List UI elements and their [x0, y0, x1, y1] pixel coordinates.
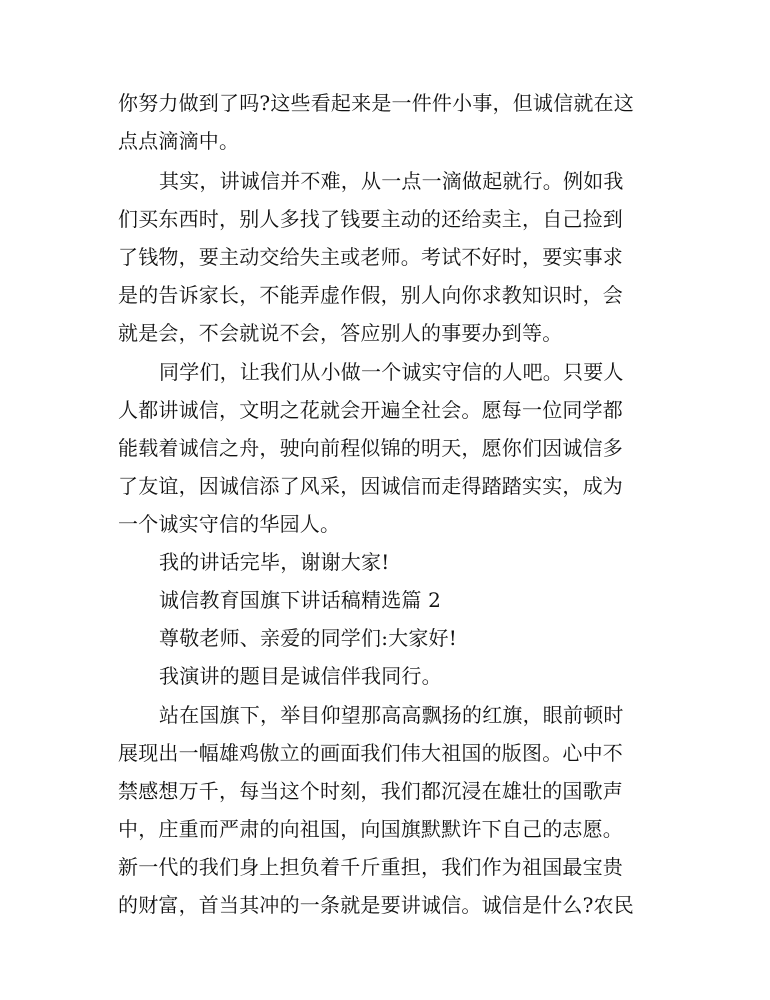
closing-line: 我的讲话完毕，谢谢大家!	[159, 550, 390, 574]
text-line-22: 的财富，首当其冲的一条就是要讲诚信。诚信是什么?农民	[118, 893, 634, 917]
text-line-4: 们买东西时，别人多找了钱要主动的还给卖主，自己捡到	[118, 207, 623, 231]
text-line-12: 一个诚实守信的华园人。	[118, 512, 341, 536]
text-line-1: 你努力做到了吗?这些看起来是一件件小事，但诚信就在这	[118, 91, 634, 115]
text-line-10: 能载着诚信之舟，驶向前程似锦的明天，愿你们因诚信多	[118, 436, 623, 460]
text-line-21: 新一代的我们身上担负着千斤重担，我们作为祖国最宝贵	[118, 855, 623, 879]
text-line-5: 了钱物，要主动交给失主或老师。考试不好时，要实事求	[118, 245, 623, 269]
text-line-18: 展现出一幅雄鸡傲立的画面我们伟大祖国的版图。心中不	[118, 741, 623, 765]
text-line-7: 就是会，不会就说不会，答应别人的事要办到等。	[118, 321, 563, 345]
greeting-line: 尊敬老师、亲爱的同学们:大家好!	[159, 626, 457, 650]
paragraph-start-line: 站在国旗下，举目仰望那高高飘扬的红旗，眼前顿时	[159, 703, 624, 727]
paragraph-start-line: 其实，讲诚信并不难，从一点一滴做起就行。例如我	[159, 169, 624, 193]
text-line-2: 点点滴滴中。	[118, 129, 240, 153]
text-line-19: 禁感想万千，每当这个时刻，我们都沉浸在雄壮的国歌声	[118, 779, 623, 803]
text-line-6: 是的告诉家长，不能弄虚作假，别人向你求教知识时，会	[118, 283, 623, 307]
text-line-11: 了友谊，因诚信添了风采，因诚信而走得踏踏实实，成为	[118, 474, 623, 498]
text-line-20: 中，庄重而严肃的向祖国，向国旗默默许下自己的志愿。	[118, 817, 623, 841]
topic-line: 我演讲的题目是诚信伴我同行。	[159, 664, 442, 688]
paragraph-start-line: 同学们，让我们从小做一个诚实守信的人吧。只要人	[159, 360, 624, 384]
text-line-9: 人都讲诚信，文明之花就会开遍全社会。愿每一位同学都	[118, 398, 623, 422]
section-title: 诚信教育国旗下讲话稿精选篇 2	[159, 588, 442, 612]
